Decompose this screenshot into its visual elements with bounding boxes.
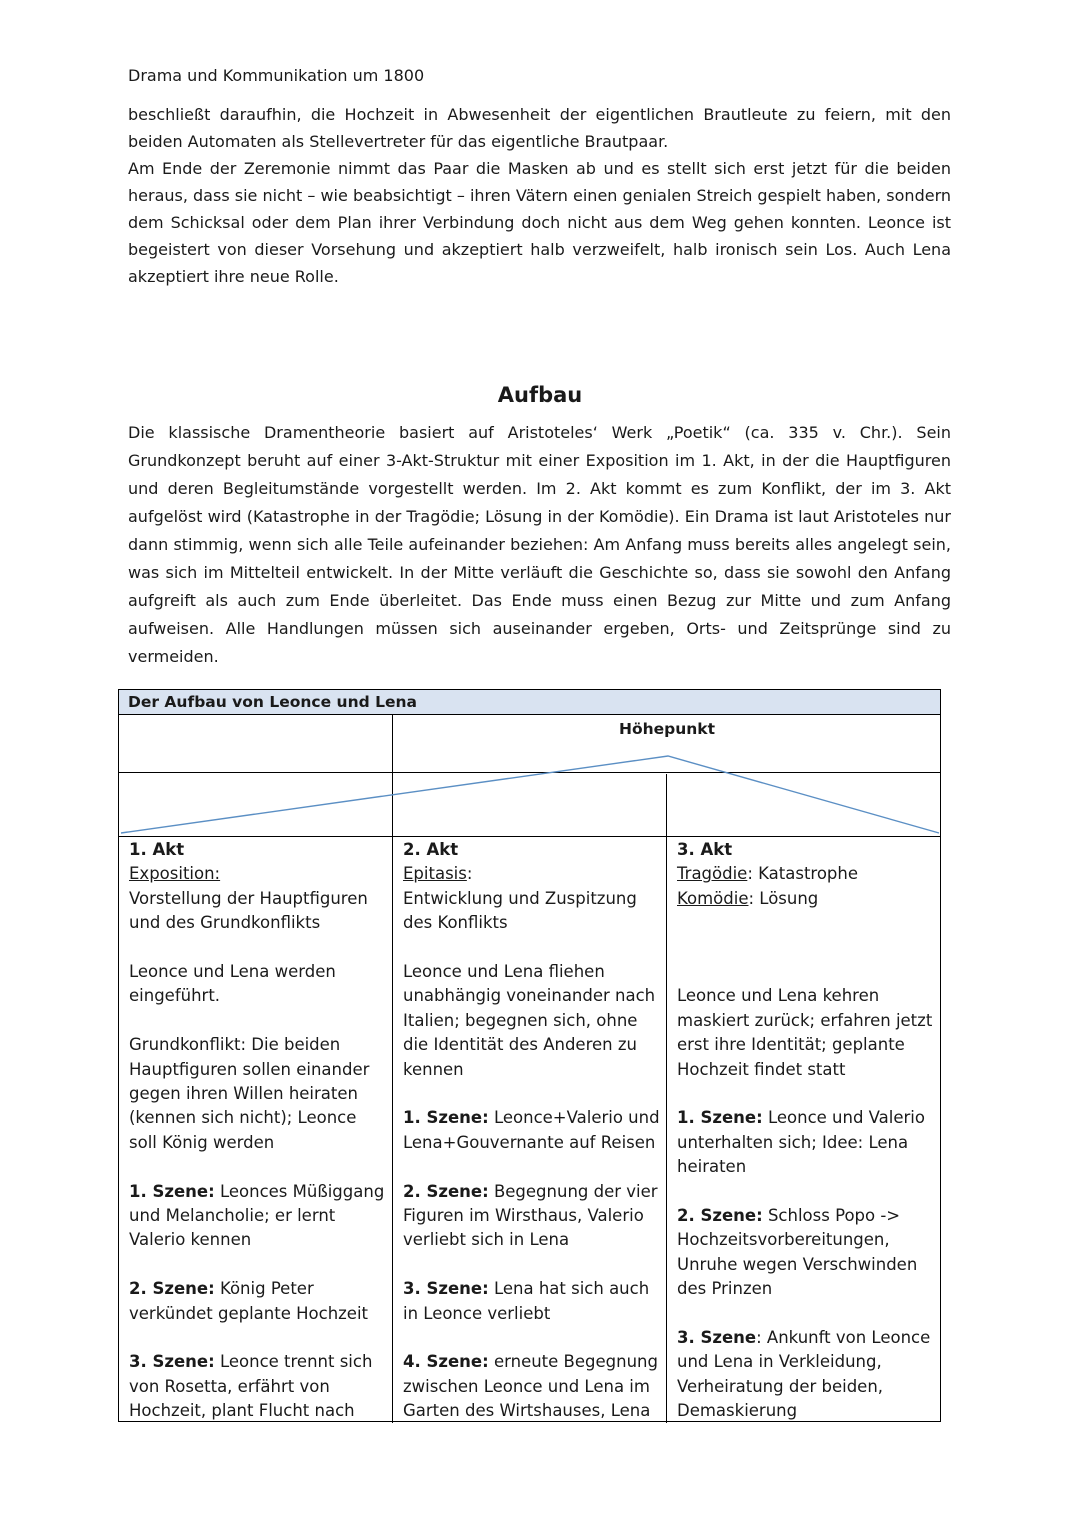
scene-text: Lena hat sich auch in Leonce verliebt <box>403 1279 650 1323</box>
act-1-paragraph: Leonce und Lena werden eingeführt. <box>129 962 336 1006</box>
scene-text: Leonces Müßiggang und Melancholie; er lernt Valerio kennen <box>129 1181 385 1250</box>
act-3-term-line-1 <box>677 862 935 886</box>
act-3-spacer <box>677 936 935 960</box>
act-1-heading: 1. Akt <box>129 840 185 859</box>
scene-text: König Peter verkündet geplante Hochzeit <box>129 1279 369 1323</box>
act-2-scene-1 <box>403 1106 661 1155</box>
act-2-paragraph: Leonce und Lena fliehen unabhängig voneinander nach Italien; begegnen sich, ohne die Identität des Anderen zu kennen <box>403 962 656 1079</box>
table-column-divider <box>666 774 667 1423</box>
act-2-term: Epitasis <box>403 864 467 884</box>
scene-text: Leonce+Valerio und Lena+Gouvernante auf Reisen <box>403 1108 660 1152</box>
act-3-term-tragedy: Tragödie <box>677 864 748 884</box>
act-2-scene-4 <box>403 1350 661 1423</box>
scene-text: Leonce und Valerio unterhalten sich; Idee: Lena heiraten <box>677 1108 925 1177</box>
table-column-divider <box>392 837 393 1423</box>
act-1-scene-2 <box>129 1277 387 1326</box>
intro-paragraph-1: beschließt daraufhin, die Hochzeit in Abwesenheit der eigentlichen Brautleute zu feiern, mit den beiden Automaten als Stellevertreter für das eigentliche Brautpaar. <box>128 105 951 151</box>
scene-text: Schloss Popo -> Hochzeitsvorbereitungen, Unruhe wegen Verschwinden des Prinzen <box>677 1206 918 1299</box>
act-1-description: Vorstellung der Hauptfiguren und des Grundkonflikts <box>129 888 368 933</box>
scene-text: Begegnung der vier Figuren im Wirsthaus, Valerio verliebt sich in Lena <box>403 1181 658 1250</box>
section-text: Die klassische Dramentheorie basiert auf Aristoteles‘ Werk „Poetik“ (ca. 335 v. Chr.). Sein Grundkonzept beruht auf einer 3-Akt-Struktur mit einer Exposition im 1. Akt, in der die Hauptfiguren und deren Begleitumstände vorgestellt werden. Im 2. Akt kommt es zum Konflikt, der im 3. Akt aufgelöst wird (Katastrophe in der Tragödie; Lösung in der Komödie). Ein Drama ist laut Aristoteles nur dann stimmig, wenn sich alle Teile aufeinander beziehen: Am Anfang muss bereits alles angelegt sein, was sich im Mittelteil entwickelt. In der Mitte verläuft die Geschichte so, dass sie sowohl den Anfang aufgreift als auch zum Ende überleitet. Das Ende muss einen Bezug zur Mitte und zum Anfang aufweisen. Alle Handlungen müssen sich auseinander ergeben, Orts- und Zeitsprünge sind zu vermeiden. <box>128 423 951 666</box>
act-2-heading: 2. Akt <box>403 840 459 859</box>
scene-text: erneute Begegnung zwischen Leonce und Lena im Garten des Wirtshauses, Lena <box>403 1352 658 1421</box>
scene-label: 3. Szene: <box>129 1352 215 1372</box>
act-3-term-text: : Katastrophe <box>747 864 859 884</box>
act-2-scene-2 <box>403 1180 661 1253</box>
scene-label: 1. Szene: <box>677 1108 763 1128</box>
act-1-scene-1 <box>129 1180 387 1253</box>
dramatic-arc-line <box>121 756 939 833</box>
table-title: Der Aufbau von Leonce und Lena <box>119 690 940 715</box>
act-2-term-suffix: : <box>466 864 473 884</box>
act-3-term-line-2 <box>677 887 935 911</box>
scene-label: 3. Szene: <box>403 1279 489 1299</box>
section-heading: Aufbau <box>497 383 583 407</box>
act-3-term-comedy: Komödie <box>677 888 749 908</box>
act-1-paragraph: Grundkonflikt: Die beiden Hauptfiguren sollen einander gegen ihren Willen heiraten (kennen sich nicht); Leonce soll König werden <box>129 1035 370 1152</box>
scene-label: 1. Szene: <box>403 1108 489 1128</box>
intro-text <box>128 101 951 290</box>
dramatic-arc-diagram <box>119 690 942 850</box>
act-3-column <box>677 838 935 1448</box>
act-3-scene-1 <box>677 1106 935 1179</box>
act-3-heading: 3. Akt <box>677 840 733 859</box>
act-2-column <box>403 838 661 1448</box>
act-1-column <box>129 838 387 1448</box>
act-2-term-line <box>403 862 661 886</box>
act-3-scene-2 <box>677 1204 935 1302</box>
act-1-scene-3 <box>129 1350 387 1423</box>
act-2-description: Entwicklung und Zuspitzung des Konflikts <box>403 888 637 933</box>
scene-label: 2. Szene: <box>129 1279 215 1299</box>
scene-text: : Ankunft von Leonce und Lena in Verkleidung, Verheiratung der beiden, Demaskierung <box>677 1328 931 1421</box>
act-3-paragraph: Leonce und Lena kehren maskiert zurück; erfahren jetzt erst ihre Identität; geplante Hochzeit findet statt <box>677 986 933 1079</box>
scene-text: Leonce trennt sich von Rosetta, erfährt von Hochzeit, plant Flucht nach <box>129 1352 373 1421</box>
act-1-term: Exposition: <box>129 864 221 884</box>
peak-label: Höhepunkt <box>618 720 716 738</box>
page-header: Drama und Kommunikation um 1800 <box>128 66 425 85</box>
act-2-scene-3 <box>403 1277 661 1326</box>
scene-label: 2. Szene: <box>403 1181 489 1201</box>
structure-table <box>118 689 941 1422</box>
scene-label: 3. Szene <box>677 1328 757 1348</box>
intro-paragraph-2: Am Ende der Zeremonie nimmt das Paar die Masken ab und es stellt sich erst jetzt für die beiden heraus, dass sie nicht – wie beabsichtigt – ihren Vätern einen genialen Streich gespielt haben, sondern dem Schicksal oder dem Plan ihrer Verbindung doch nicht aus dem Weg gehen konnten. Leonce ist begeistert von dieser Vorsehung und akzeptiert halb verzweifelt, halb ironisch sein Los. Auch Lena akzeptiert ihre neue Rolle. <box>128 159 951 286</box>
act-3-scene-3 <box>677 1326 935 1424</box>
scene-label: 2. Szene: <box>677 1206 763 1226</box>
scene-label: 1. Szene: <box>129 1181 215 1201</box>
act-3-term-text: : Lösung <box>748 888 819 908</box>
scene-label: 4. Szene: <box>403 1352 489 1372</box>
